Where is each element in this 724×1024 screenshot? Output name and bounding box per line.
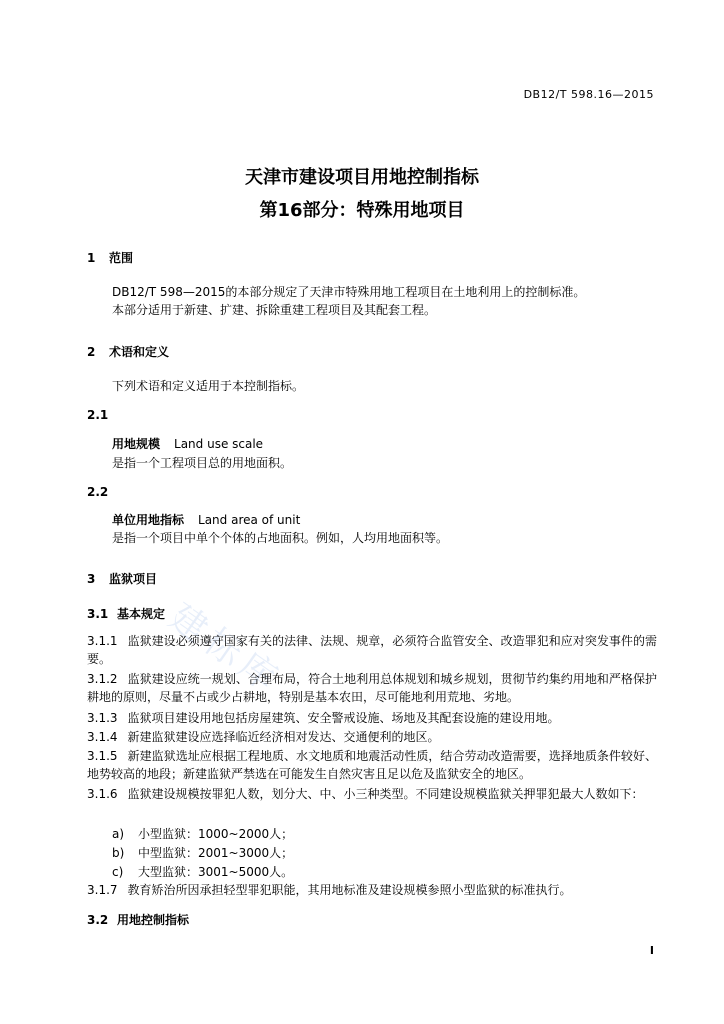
watermark: 建标库: [161, 596, 289, 703]
clause-3-1-1: [87, 633, 657, 668]
clause-number: 3.1.2: [87, 672, 118, 686]
list-item-label: a): [112, 827, 125, 841]
subsection-number: 3.2: [87, 913, 109, 927]
clause-number: 3.1.5: [87, 749, 118, 763]
term-entry: [112, 512, 300, 529]
clause-number: 3.1.1: [87, 634, 118, 648]
section-number: 1: [87, 251, 96, 265]
list-item: [112, 825, 293, 842]
clause-3-1-4: [87, 729, 657, 747]
section-3-heading: [87, 570, 157, 587]
document-code: DB12/T 598.16—2015: [523, 88, 654, 101]
clause-3-1-3: [87, 710, 657, 728]
clause-text: 新建监狱选址应根据工程地质、水文地质和地震活动性质，结合劳动改造需要，选择地质条件较好、地势较高的地段；新建监狱严禁选在可能发生自然灾害且足以危及监狱安全的地区。: [87, 749, 657, 781]
subsection-title: 用地控制指标: [117, 913, 190, 927]
section-title: 术语和定义: [109, 345, 170, 359]
subsection-3-1-heading: [87, 605, 165, 622]
subsection-2-2-number: 2.2: [87, 485, 109, 499]
subsection-3-2-heading: [87, 911, 189, 928]
term-zh: 用地规模: [112, 437, 161, 451]
list-item-text: 小型监狱：1000~2000人；: [138, 827, 294, 841]
clause-3-1-6: [87, 786, 657, 804]
section-title: 范围: [109, 251, 134, 265]
clause-number: 3.1.7: [87, 883, 118, 897]
section-2-heading: [87, 343, 169, 360]
list-item-label: c): [112, 865, 124, 879]
document-subtitle: 第16部分：特殊用地项目: [259, 200, 465, 221]
clause-3-1-5: [87, 748, 657, 783]
list-item: [112, 844, 293, 861]
subsection-2-1-number: 2.1: [87, 408, 109, 422]
clause-number: 3.1.3: [87, 711, 118, 725]
term-en: Land area of unit: [198, 513, 301, 527]
clause-text: 教育矫治所因承担轻型罪犯职能，其用地标准及建设规模参照小型监狱的标准执行。: [127, 883, 572, 897]
paragraph: DB12/T 598—2015的本部分规定了天津市特殊用地工程项目在土地利用上的控制标准。: [112, 285, 586, 299]
clause-3-1-7: [87, 882, 657, 900]
section-1-heading: [87, 249, 133, 266]
paragraph: 下列术语和定义适用于本控制指标。: [112, 379, 305, 393]
document-title: 天津市建设项目用地控制指标: [245, 167, 479, 188]
clause-text: 监狱项目建设用地包括房屋建筑、安全警戒设施、场地及其配套设施的建设用地。: [127, 711, 560, 725]
term-definition: 是指一个项目中单个个体的占地面积。例如，人均用地面积等。: [112, 531, 449, 545]
clause-number: 3.1.6: [87, 787, 118, 801]
section-number: 2: [87, 345, 96, 359]
list-item: [112, 863, 293, 880]
term-definition: 是指一个工程项目总的用地面积。: [112, 456, 293, 470]
section-number: 3: [87, 572, 96, 586]
subsection-number: 3.1: [87, 607, 109, 621]
term-en: Land use scale: [174, 437, 264, 451]
paragraph: 本部分适用于新建、扩建、拆除重建工程项目及其配套工程。: [112, 303, 437, 317]
list-item-label: b): [112, 846, 125, 860]
list-item-text: 大型监狱：3001~5000人。: [138, 865, 294, 879]
clause-number: 3.1.4: [87, 730, 118, 744]
clause-text: 监狱建设规模按罪犯人数，划分大、中、小三种类型。不同建设规模监狱关押罪犯最大人数如下：: [127, 787, 644, 801]
page-number: I: [649, 944, 654, 957]
clause-text: 新建监狱建设应选择临近经济相对发达、交通便利的地区。: [127, 730, 440, 744]
clause-3-1-2: [87, 671, 657, 706]
term-entry: [112, 436, 263, 453]
subsection-title: 基本规定: [117, 607, 166, 621]
clause-text: 监狱建设必须遵守国家有关的法律、法规、规章，必须符合监管安全、改造罪犯和应对突发事件的需要。: [87, 634, 657, 666]
term-zh: 单位用地指标: [112, 513, 185, 527]
clause-text: 监狱建设应统一规划、合理布局，符合土地利用总体规划和城乡规划，贯彻节约集约用地和严格保护耕地的原则，尽量不占或少占耕地，特别是基本农田，尽可能地利用荒地、劣地。: [87, 672, 657, 704]
list-item-text: 中型监狱：2001~3000人；: [138, 846, 294, 860]
section-title: 监狱项目: [109, 572, 158, 586]
